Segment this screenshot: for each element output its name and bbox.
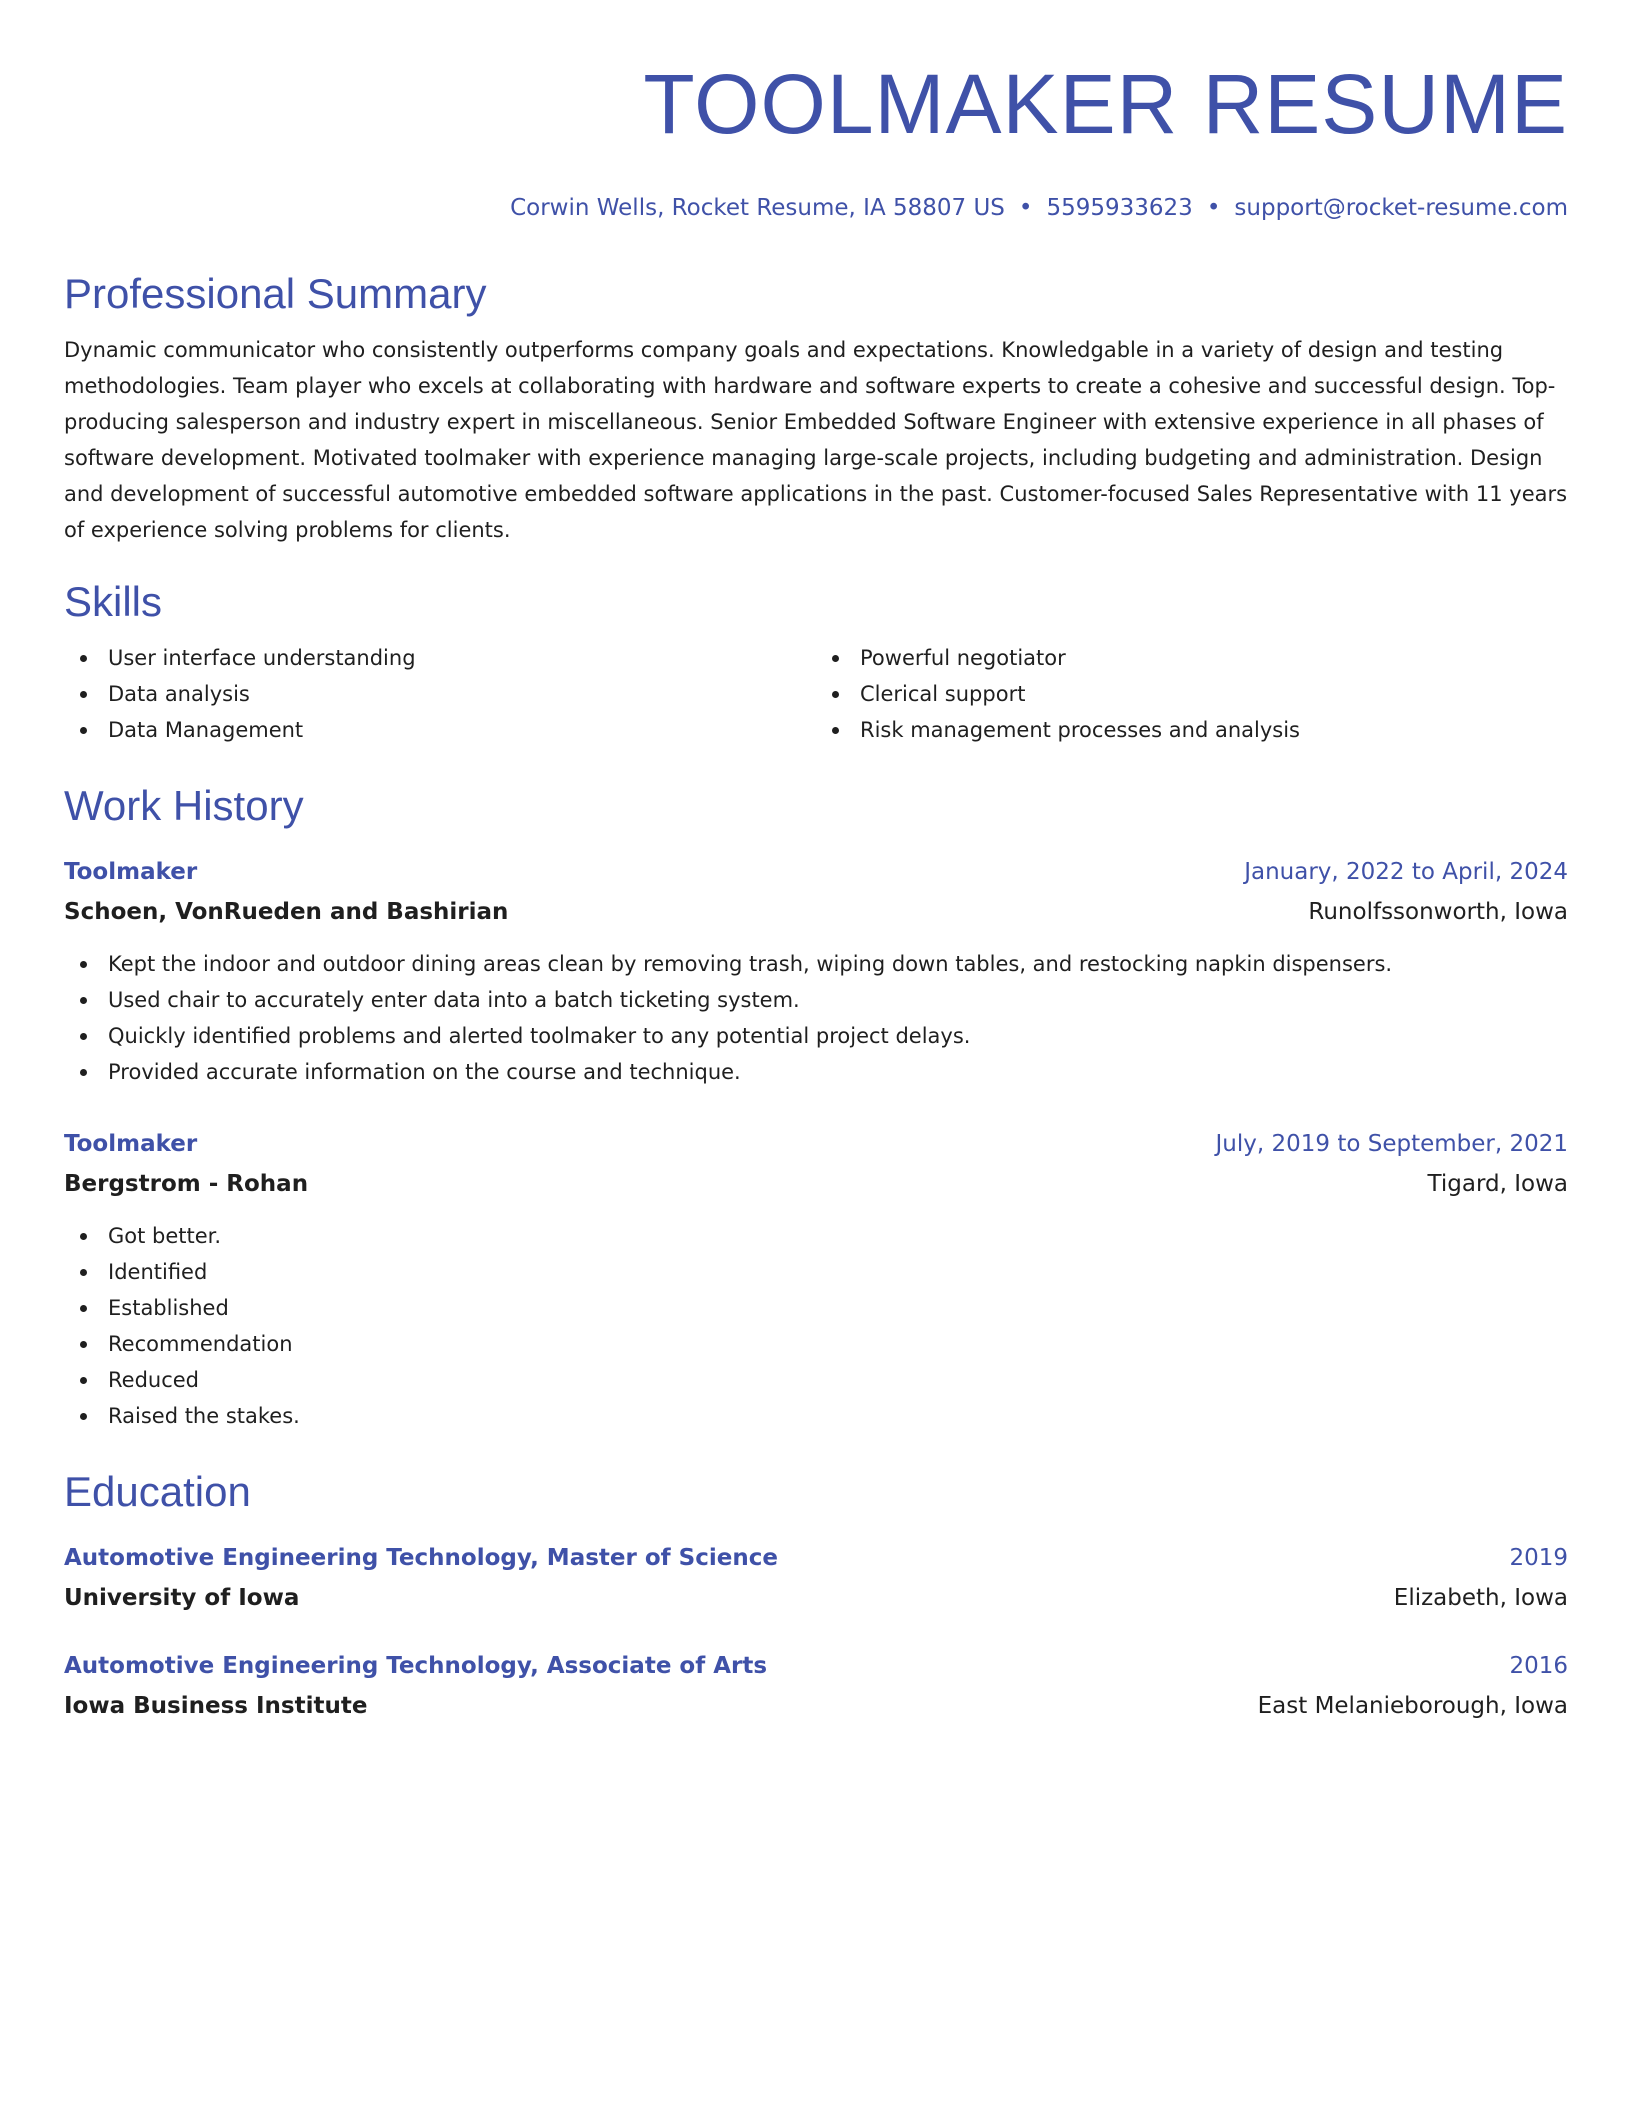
job-bullets [64, 946, 1568, 1090]
education-entry [64, 1540, 1568, 1616]
education-degree: Automotive Engineering Technology, Master of Science [64, 1545, 778, 1571]
job-title-row [64, 1126, 1568, 1162]
skill-item: Data Management [64, 712, 816, 748]
job-bullet: Recommendation [64, 1326, 1568, 1362]
skill-item: Data analysis [64, 676, 816, 712]
contact-phone: 5595933623 [1046, 195, 1193, 221]
education-degree-row [64, 1648, 1568, 1684]
skills-grid [64, 640, 1568, 748]
contact-address: Corwin Wells, Rocket Resume, IA 58807 US [510, 195, 1005, 221]
skills-heading: Skills [64, 578, 163, 625]
job-bullet: Provided accurate information on the course and technique. [64, 1054, 1568, 1090]
job-bullet: Established [64, 1290, 1568, 1326]
summary-heading: Professional Summary [64, 270, 487, 317]
contact-line [64, 192, 1568, 224]
education-school-row [64, 1688, 1568, 1724]
job-title: Toolmaker [64, 1131, 198, 1157]
education-location: East Melanieborough, Iowa [1257, 1693, 1568, 1719]
education-year: 2016 [1509, 1653, 1568, 1679]
job-bullet: Used chair to accurately enter data into a batch ticketing system. [64, 982, 1568, 1018]
job-bullet: Identified [64, 1254, 1568, 1290]
skills-section [64, 576, 1568, 748]
job-company-row [64, 1166, 1568, 1202]
job-bullets [64, 1218, 1568, 1434]
job-company: Bergstrom - Rohan [64, 1171, 309, 1197]
job-dates: January, 2022 to April, 2024 [1244, 859, 1568, 885]
contact-separator: • [1206, 195, 1221, 221]
job-bullet: Quickly identified problems and alerted toolmaker to any potential project delays. [64, 1018, 1568, 1054]
job-entry [64, 854, 1568, 1090]
education-section [64, 1466, 1568, 1724]
job-entry [64, 1126, 1568, 1434]
job-bullet: Raised the stakes. [64, 1398, 1568, 1434]
job-title: Toolmaker [64, 859, 198, 885]
work-history-section [64, 780, 1568, 1434]
job-location: Runolfssonworth, Iowa [1308, 899, 1568, 925]
work-history-heading: Work History [64, 782, 304, 829]
job-company: Schoen, VonRueden and Bashirian [64, 899, 509, 925]
education-school: University of Iowa [64, 1585, 300, 1611]
education-entry [64, 1648, 1568, 1724]
job-bullet: Got better. [64, 1218, 1568, 1254]
skills-list-right [816, 640, 1568, 748]
skills-list-left [64, 640, 816, 748]
education-heading: Education [64, 1468, 251, 1515]
contact-separator: • [1018, 195, 1033, 221]
job-title-row [64, 854, 1568, 890]
education-degree-row [64, 1540, 1568, 1576]
job-location: Tigard, Iowa [1427, 1171, 1568, 1197]
skill-item: User interface understanding [64, 640, 816, 676]
contact-email: support@rocket-resume.com [1234, 195, 1568, 221]
education-school-row [64, 1580, 1568, 1616]
education-school: Iowa Business Institute [64, 1693, 368, 1719]
job-bullet: Kept the indoor and outdoor dining areas clean by removing trash, wiping down tables, and restocking napkin dispensers. [64, 946, 1568, 982]
education-location: Elizabeth, Iowa [1393, 1585, 1568, 1611]
education-year: 2019 [1509, 1545, 1568, 1571]
summary-section [64, 268, 1568, 548]
job-dates: July, 2019 to September, 2021 [1215, 1131, 1568, 1157]
skill-item: Risk management processes and analysis [816, 712, 1568, 748]
education-degree: Automotive Engineering Technology, Associate of Arts [64, 1653, 768, 1679]
job-bullet: Reduced [64, 1362, 1568, 1398]
skill-item: Clerical support [816, 676, 1568, 712]
skill-item: Powerful negotiator [816, 640, 1568, 676]
summary-text: Dynamic communicator who consistently outperforms company goals and expectations. Knowledgable in a variety of design and testing methodologies. Team player who excels at collaborating with hardware and software experts to create a cohesive and successful design. Top-producing salesperson and industry expert in miscellaneous. Senior Embedded Software Engineer with extensive experience in all phases of software development. Motivated toolmaker with experience managing large-scale projects, including budgeting and administration. Design and development of successful automotive embedded software applications in the past. Customer-focused Sales Representative with 11 years of experience solving problems for clients. [64, 338, 1568, 542]
resume-title: TOOLMAKER RESUME [643, 57, 1568, 151]
job-company-row [64, 894, 1568, 930]
